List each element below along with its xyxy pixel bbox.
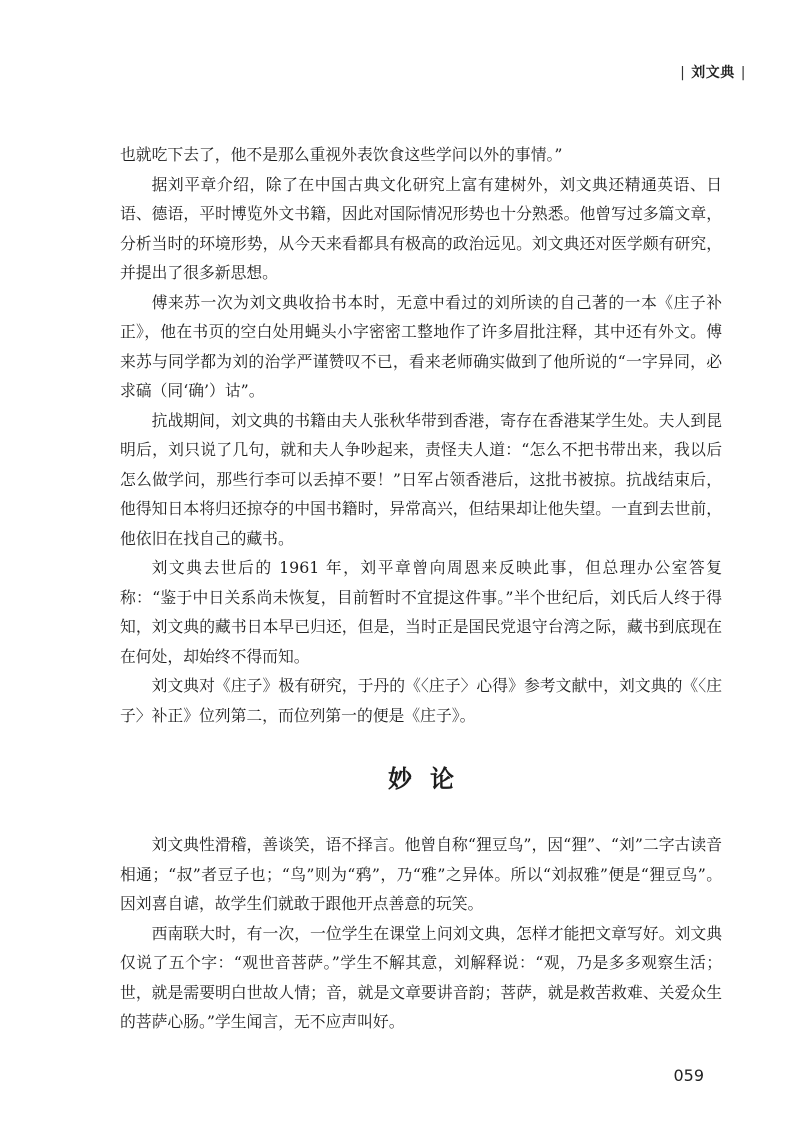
paragraph: 据刘平章介绍，除了在中国古典文化研究上富有建树外，刘文典还精通英语、日语、德语，平时博览外文书籍，因此对国际情况形势也十分熟悉。他曾写过多篇文章，分析当时的环境形势，从今天来看都具有极高的政治远见。刘文典还对医学颇有研究，并提出了很多新思想。 xyxy=(120,174,722,282)
paragraph: 抗战期间，刘文典的书籍由夫人张秋华带到香港，寄存在香港某学生处。夫人到昆明后，刘只说了几句，就和夫人争吵起来，责怪夫人道：“怎么不把书带出来，我以后怎么做学问，那些行李可以丢掉不要！”日军占领香港后，这批书被掠。抗战结束后，他得知日本将归还掠夺的中国书籍时，异常高兴，但结果却让他失望。一直到去世前，他依旧在找自己的藏书。 xyxy=(120,410,722,548)
header-divider-right: | xyxy=(740,65,746,81)
main-text xyxy=(120,140,722,1037)
paragraph: 傅来苏一次为刘文典收拾书本时，无意中看过的刘所读的自己著的一本《庄子补正》，他在书页的空白处用蝇头小字密密工整地作了许多眉批注释，其中还有外文。傅来苏与同学都为刘的治学严谨赞叹不已，看来老师确实做到了他所说的“一字异同，必求碻（同‘确’）诂”。 xyxy=(120,292,722,400)
paragraph: 刘文典去世后的 1961 年，刘平章曾向周恩来反映此事，但总理办公室答复称：“鉴于中日关系尚未恢复，目前暂时不宜提这件事。”半个世纪后，刘氏后人终于得知，刘文典的藏书日本早已归还，但是，当时正是国民党退守台湾之际，藏书到底现在在何处，却始终不得而知。 xyxy=(120,558,722,666)
paragraph: 西南联大时，有一次，一位学生在课堂上问刘文典，怎样才能把文章写好。刘文典仅说了五个字：“观世音菩萨。”学生不解其意，刘解释说：“观，乃是多多观察生活；世，就是需要明白世故人情；音，就是文章要讲音韵；菩萨，就是救苦救难、关爱众生的菩萨心肠。”学生闻言，无不应声叫好。 xyxy=(120,923,722,1031)
paragraph: 也就吃下去了，他不是那么重视外表饮食这些学问以外的事情。” xyxy=(120,145,563,164)
section-heading: 妙论 xyxy=(388,764,472,793)
header-title: 刘文典 xyxy=(691,65,735,81)
paragraph: 刘文典对《庄子》极有研究，于丹的《〈庄子〉心得》参考文献中，刘文典的《〈庄子〉补正》位列第二，而位列第一的便是《庄子》。 xyxy=(120,676,722,725)
page-number: 059 xyxy=(673,1066,704,1085)
paragraph: 刘文典性滑稽，善谈笑，语不择言。他曾自称“狸豆鸟”，因“狸”、“刘”二字古读音相通；“叔”者豆子也；“鸟”则为“鸦”，乃“雅”之异体。所以“刘叔雅”便是“狸豆鸟”。因刘喜自谑，故学生们就敢于跟他开点善意的玩笑。 xyxy=(120,835,722,913)
header-divider-left: | xyxy=(680,65,686,81)
running-header xyxy=(674,62,752,82)
